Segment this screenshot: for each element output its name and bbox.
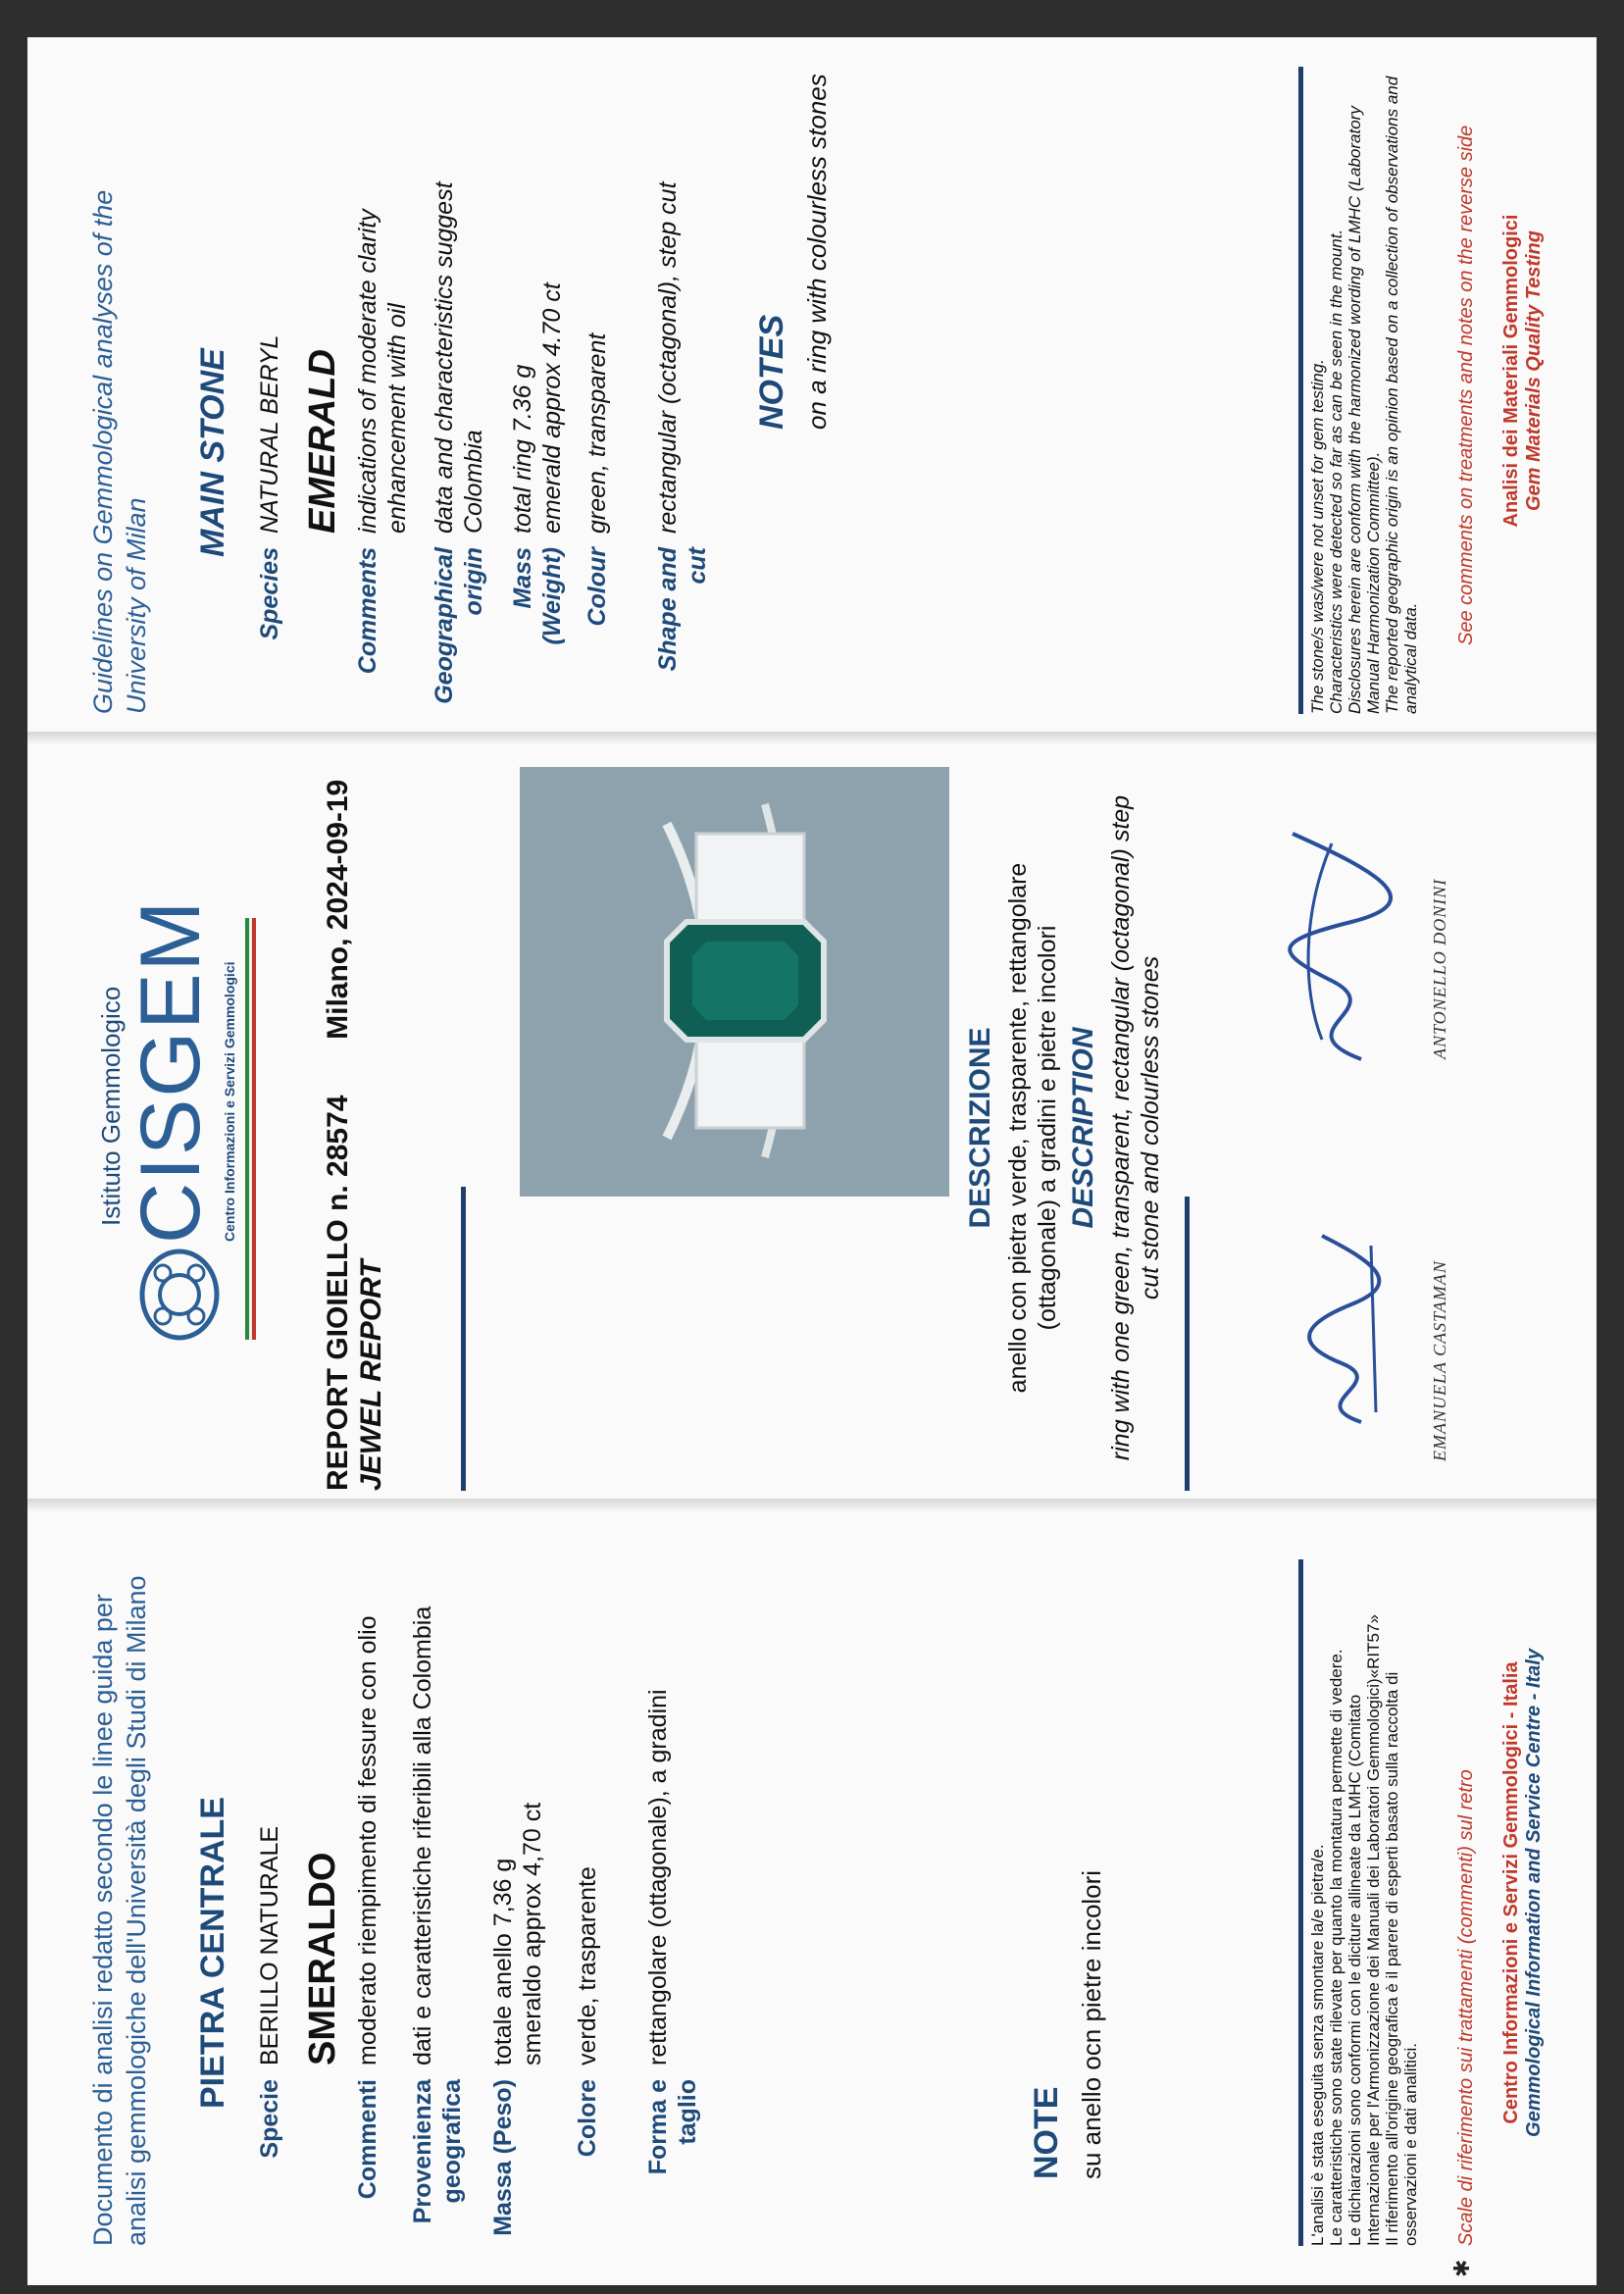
- signature-donini: [1263, 814, 1410, 1069]
- origin-label: Provenienza geografica: [409, 2079, 466, 2224]
- mass-label: Massa (Peso): [489, 2079, 517, 2236]
- species-label: Specie: [256, 2079, 283, 2159]
- colour-row: [583, 57, 612, 704]
- reverse-note: See comments on treatments and notes on the reverse side: [1455, 125, 1477, 645]
- mass-value-stone: smeraldo approx 4,70 ct: [519, 1802, 546, 2065]
- comments-row: [353, 1530, 382, 2236]
- disclaimer-line: Le dichiarazioni sono conformi con le diciture allineate da LMHC (Comitato: [1345, 1694, 1364, 2246]
- notes-value: su anello ocn pietre incolori: [1077, 1869, 1106, 2179]
- mass-row: [488, 1530, 547, 2236]
- mass-label: Mass (Weight): [509, 547, 566, 645]
- notes-value: on a ring with colourless stones: [802, 74, 832, 430]
- signature-castaman: [1283, 1216, 1400, 1432]
- comments-label: Comments: [354, 547, 381, 675]
- signer-name-2: ANTONELLO DONINI: [1430, 878, 1449, 1059]
- footer: [1500, 96, 1546, 645]
- gem-emblem-icon: [135, 1246, 224, 1344]
- mass-value-stone: emerald approx 4.70 ct: [538, 282, 566, 534]
- brand-subtitle: Centro Informazioni e Servizi Gemmologici: [222, 961, 237, 1242]
- disclaimer-line: Internazionale per l'Armonizzazione dei Manuali dei Laboratori Gemmologici)«RIT57»: [1364, 1614, 1383, 2246]
- brand-wordmark: CISGEM: [124, 898, 218, 1244]
- section-title: MAIN STONE: [194, 348, 231, 557]
- origin-label: Geographical origin: [431, 547, 487, 704]
- disclaimer-line: Le caratteristiche sono state rilevate per quanto la montatura permette di vedere.: [1327, 1649, 1345, 2246]
- comments-label: Commenti: [354, 2079, 381, 2200]
- disclaimer-line: Characteristics were detected so far as can be seen in the mount.: [1327, 229, 1345, 714]
- footer-italian: Analisi dei Materiali Gemmologici: [1500, 214, 1522, 528]
- center-panel: [27, 753, 1597, 1520]
- disclaimer-line: The stone/s was/were not unset for gem testing.: [1308, 359, 1327, 714]
- comments-row: [353, 57, 412, 704]
- disclaimer-line: osservazioni e dati analitici.: [1401, 2043, 1420, 2246]
- notes-title: NOTE: [1028, 2086, 1065, 2179]
- stone-name: EMERALD: [302, 349, 343, 534]
- description-en-title: DESCRIPTION: [1067, 1027, 1099, 1229]
- section-title: PIETRA CENTRALE: [194, 1797, 231, 2109]
- colour-value: green, transparent: [584, 332, 611, 534]
- origin-value: data and characteristics suggest Colombia: [431, 181, 487, 534]
- description-it-title: DESCRIZIONE: [964, 1027, 996, 1229]
- rotated-content: [27, 37, 1597, 2285]
- footer: [1500, 1540, 1546, 2246]
- disclaimer-list: [1308, 1569, 1420, 2246]
- report-number: REPORT GIOIELLO n. 28574: [322, 1095, 354, 1491]
- species-value: BERILLO NATURALE: [256, 1825, 283, 2065]
- footer-english: Gemmological Information and Service Centre - Italy: [1523, 1649, 1545, 2137]
- species-row: [255, 57, 284, 704]
- shape-value: rettangolare (ottagonale), a gradini: [644, 1689, 672, 2065]
- disclaimer-line: analytical data.: [1401, 602, 1420, 714]
- shape-label: Shape and cut: [654, 547, 711, 672]
- ring-image: [520, 767, 949, 1197]
- species-value: NATURAL BERYL: [256, 334, 283, 534]
- description-en: ring with one green, transparent, rectangular (octagonal) step cut stone and colourless stones: [1107, 794, 1164, 1461]
- reverse-note: Scale di riferimento sui trattamenti (commenti) sul retro: [1455, 1769, 1477, 2246]
- report-subtitle: JEWEL REPORT: [355, 1259, 387, 1491]
- bullet-mark: ✱: [1449, 2259, 1474, 2277]
- cisgem-logo: [96, 898, 292, 1353]
- description-it: anello con pietra verde, trasparente, rettangolare (ottagonale) a gradini e pietre incolori: [1004, 862, 1061, 1394]
- colour-value: verde, trasparente: [574, 1866, 601, 2065]
- shape-row: [653, 57, 712, 704]
- colour-label: Colore: [574, 2079, 601, 2158]
- signer-name-1: EMANUELA CASTAMAN: [1430, 1260, 1449, 1461]
- species-label: Species: [256, 547, 283, 640]
- upper-rule: [461, 1187, 466, 1491]
- divider-rule: [1298, 67, 1303, 714]
- comments-value: indications of moderate clarity enhancement with oil: [354, 209, 411, 534]
- disclaimer-line: Manual Harmonization Committee).: [1364, 451, 1383, 714]
- guidelines-text: Documento di analisi redatto secondo le linee guida per analisi gemmologiche dell'Università degli Studi di Milano: [88, 1575, 151, 2246]
- footer-english: Gem Materials Quality Testing: [1523, 230, 1545, 512]
- english-panel: [27, 37, 1597, 753]
- shape-label: Forma e taglio: [644, 2079, 701, 2175]
- origin-row: [430, 57, 488, 704]
- flag-stripe-red: [252, 918, 256, 1340]
- report-title-block: [322, 780, 388, 1491]
- guidelines-text: Guidelines on Gemmological analyses of the University of Milan: [88, 189, 151, 714]
- origin-value: dati e caratteristiche riferibili alla Colombia: [409, 1606, 436, 2065]
- institute-name: Istituto Gemmologico: [96, 986, 126, 1226]
- divider-rule: [1298, 1559, 1303, 2246]
- disclaimer-line: Disclosures herein are conform with the harmonized wording of LMHC (Laboratory: [1345, 106, 1364, 714]
- report-date: Milano, 2024-09-19: [322, 779, 354, 1040]
- stone-name: SMERALDO: [302, 1852, 343, 2065]
- comments-value: moderato riempimento di fessure con olio: [354, 1615, 381, 2065]
- colour-label: Colour: [584, 547, 611, 627]
- notes-title: NOTES: [753, 314, 790, 430]
- mass-value-total: total ring 7.36 g: [509, 364, 536, 534]
- italian-panel: [27, 1520, 1597, 2285]
- report-sheet: [27, 37, 1597, 2285]
- colour-row: [573, 1530, 602, 2236]
- disclaimer-list: [1308, 67, 1420, 714]
- shape-value: rectangular (octagonal), step cut: [654, 181, 682, 534]
- jewel-photo: [520, 767, 949, 1197]
- origin-row: [408, 1530, 467, 2236]
- mass-value-total: totale anello 7,36 g: [489, 1858, 517, 2065]
- footer-italian: Centro Informazioni e Servizi Gemmologici - Italia: [1500, 1661, 1522, 2124]
- species-row: [255, 1530, 284, 2236]
- lower-rule: [1185, 1197, 1190, 1491]
- disclaimer-line: Il riferimento all'origine geografica è il parere di esperti basato sulla raccolta di: [1383, 1671, 1401, 2246]
- disclaimer-line: The reported geographic origin is an opinion based on a collection of observations and: [1383, 76, 1401, 714]
- shape-row: [643, 1530, 702, 2236]
- mass-row: [508, 57, 567, 704]
- disclaimer-line: L'analisi è stata eseguita senza smontare la/e pietra/e.: [1308, 1844, 1327, 2246]
